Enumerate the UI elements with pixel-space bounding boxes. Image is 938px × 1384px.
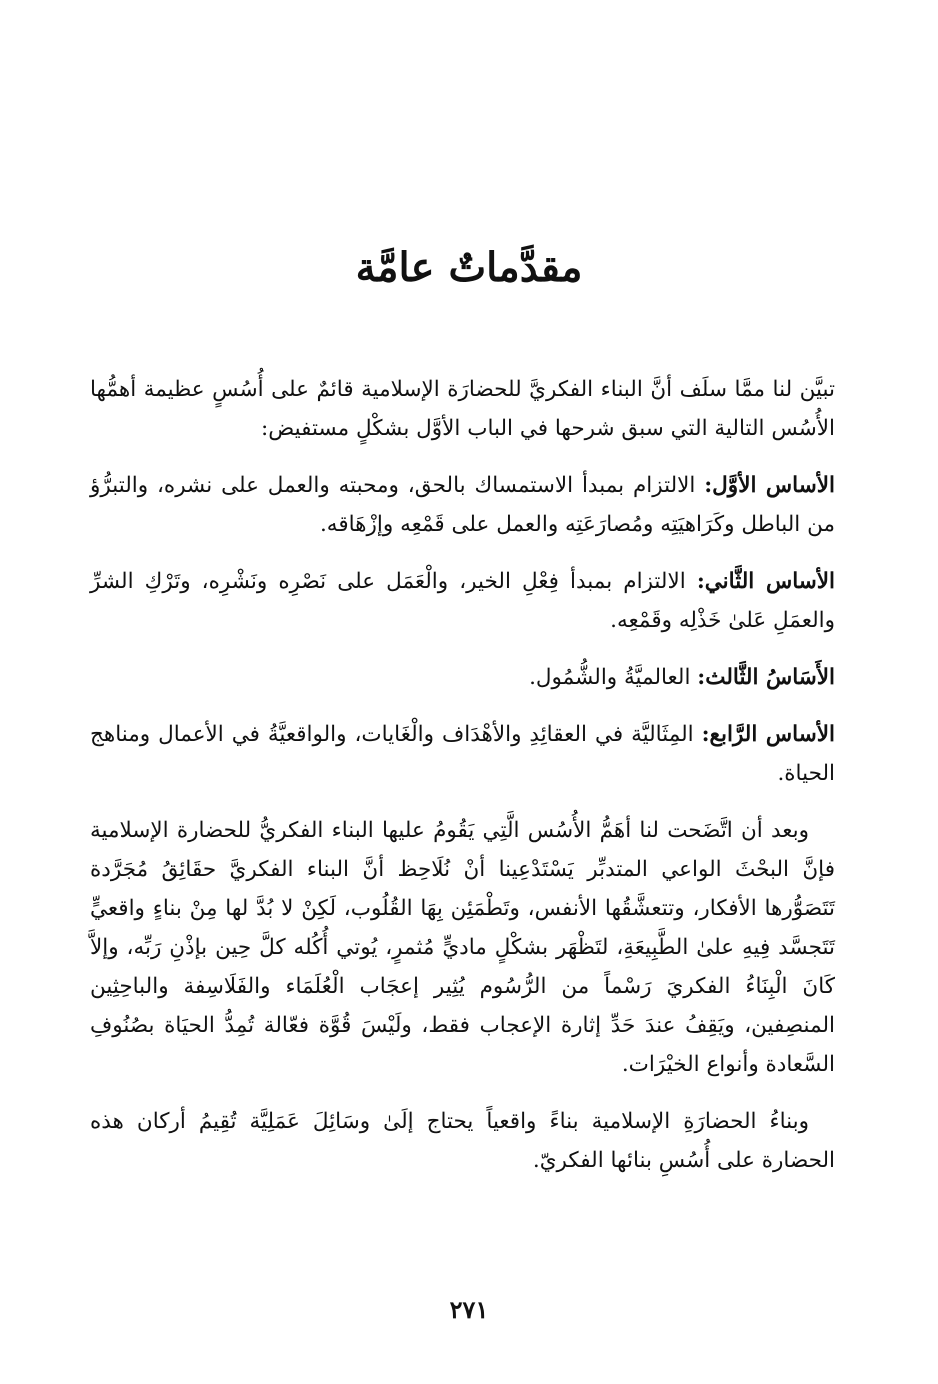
foundation-label: الأساس الأوَّل: bbox=[704, 473, 835, 498]
foundation-text: المِثَاليَّة في العقائِدِ والأهْدَاف والْغَايات، والواقعيَّةُ في الأعمال ومناهج الحياة. bbox=[90, 722, 835, 786]
discussion-paragraph: وبعد أن اتَّضَحت لنا أهَمُّ الأُسُس الَّتِي يَقُومُ عليها البناء الفكريُّ للحضارة الإسلامية فإنَّ البحْثَ الواعي المتدبِّر يَسْتَدْعِينا أنْ نُلَاحِظ أنَّ البناء الفكريَّ حقَائِقُ مُجَرَّدة تَتَصَوُّرها الأفكار، وتتعشَّقُها الأنفس، وتَطْمَئِن بِهَا القُلُوب، لَكِنْ لا بُدَّ لها مِنْ بناءٍ واقعيٍّ تَتَجسَّد فِيهِ علىٰ الطَّبِيعَةِ، لتَظْهَر بشكْلٍ ماديٍّ مُثمرٍ، يُوتي أُكُله كلَّ حِين بإذْنِ رَبِّه، وإلاَّ كَانَ الْبِنَاءُ الفكريَ رَسْماً من الرُّسُوم يُثِير إعجَاب الْعُلَمَاء والفَلَاسِفة والباحِثِين المنصِفين، ويَقِفُ عندَ حَدِّ إثارة الإعجاب فقط، ولَيْسَ قُوَّة فعّالة تُمِدُّ الحيَاة بصُنُوفِ السَّعادة وأنواع الخيْرَات. bbox=[90, 818, 835, 1077]
foundation-label: الأساس الثَّاني: bbox=[696, 569, 835, 594]
foundation-second bbox=[90, 562, 835, 640]
chapter-title: مقدَّماتٌ عامَّة bbox=[355, 244, 583, 291]
foundation-first bbox=[90, 466, 835, 544]
foundation-label: الأساس الرَّابع: bbox=[701, 722, 835, 747]
closing-paragraph: وبناءُ الحضارَةِ الإسلامية بناءً واقعياً يحتاج إلَىٰ وسَائِلَ عَمَلِيَّة تُقِيمُ أركان هذه الحضارة على أُسُسِ بنائها الفكريّ. bbox=[90, 1109, 835, 1173]
body-text bbox=[90, 370, 835, 1198]
foundation-text: العالميَّةُ والشُّمُول. bbox=[529, 665, 691, 690]
foundation-label: الأَسَاسُ الثَّالث: bbox=[697, 665, 835, 690]
foundation-text: الالتزام بمبدأ الاستمساك بالحق، ومحبته والعمل على نشره، والتبرُّؤ من الباطل وكَرَاهيَتِه ومُصارَعَتِه والعمل على قَمْعِه وإزْهَاقه. bbox=[90, 473, 835, 537]
foundation-text: الالتزام بمبدأ فِعْلِ الخير، والْعَمَل على نَصْرِه ونَشْرِه، وتَرْكِ الشرِّ والعمَلِ عَلىٰ خَذْلِه وقَمْعِه. bbox=[90, 569, 835, 633]
intro-paragraph: تبيَّن لنا ممَّا سلَف أنَّ البناء الفكريَّ للحضارَة الإسلامية قائمٌ على أُسُسٍ عظيمة أهمُّها الأُسُس التالية التي سبق شرحها في الباب الأوَّل بشكْلٍ مستفيض: bbox=[90, 377, 835, 441]
foundation-third bbox=[90, 658, 835, 697]
foundation-fourth bbox=[90, 715, 835, 793]
page-number: ٢٧١ bbox=[449, 1295, 489, 1324]
